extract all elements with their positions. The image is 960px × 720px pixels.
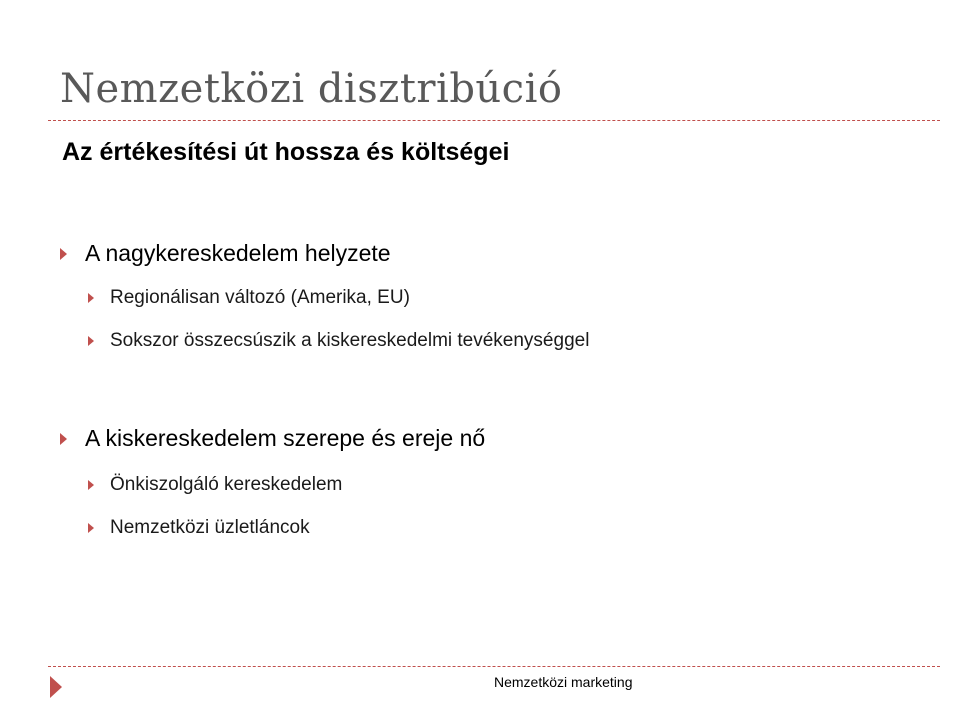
slide-title: Nemzetközi disztribúció [60, 66, 563, 112]
sub-bullet-text: Regionálisan változó (Amerika, EU) [110, 287, 410, 308]
title-divider [48, 120, 940, 121]
sub-bullet-text: Nemzetközi üzletláncok [110, 517, 310, 538]
sub-bullet-item [88, 474, 342, 496]
slide-subtitle: Az értékesítési út hossza és költségei [62, 138, 510, 166]
bullet-arrow-icon [60, 433, 67, 445]
bullet-item [60, 240, 391, 267]
sub-bullet-arrow-icon [88, 480, 94, 490]
sub-bullet-item [88, 287, 410, 309]
bullet-arrow-icon [60, 248, 67, 260]
footer-text: Nemzetközi marketing [494, 674, 633, 690]
bullet-text: A nagykereskedelem helyzete [85, 240, 391, 266]
sub-bullet-arrow-icon [88, 523, 94, 533]
sub-bullet-arrow-icon [88, 336, 94, 346]
sub-bullet-item [88, 330, 589, 352]
sub-bullet-item [88, 517, 310, 539]
sub-bullet-text: Sokszor összecsúszik a kiskereskedelmi tevékenységgel [110, 330, 590, 351]
sub-bullet-text: Önkiszolgáló kereskedelem [110, 474, 343, 495]
bullet-text: A kiskereskedelem szerepe és ereje nő [85, 425, 486, 451]
footer-divider [48, 666, 940, 667]
sub-bullet-arrow-icon [88, 293, 94, 303]
bullet-item [60, 425, 485, 452]
footer-triangle-icon [50, 676, 62, 698]
